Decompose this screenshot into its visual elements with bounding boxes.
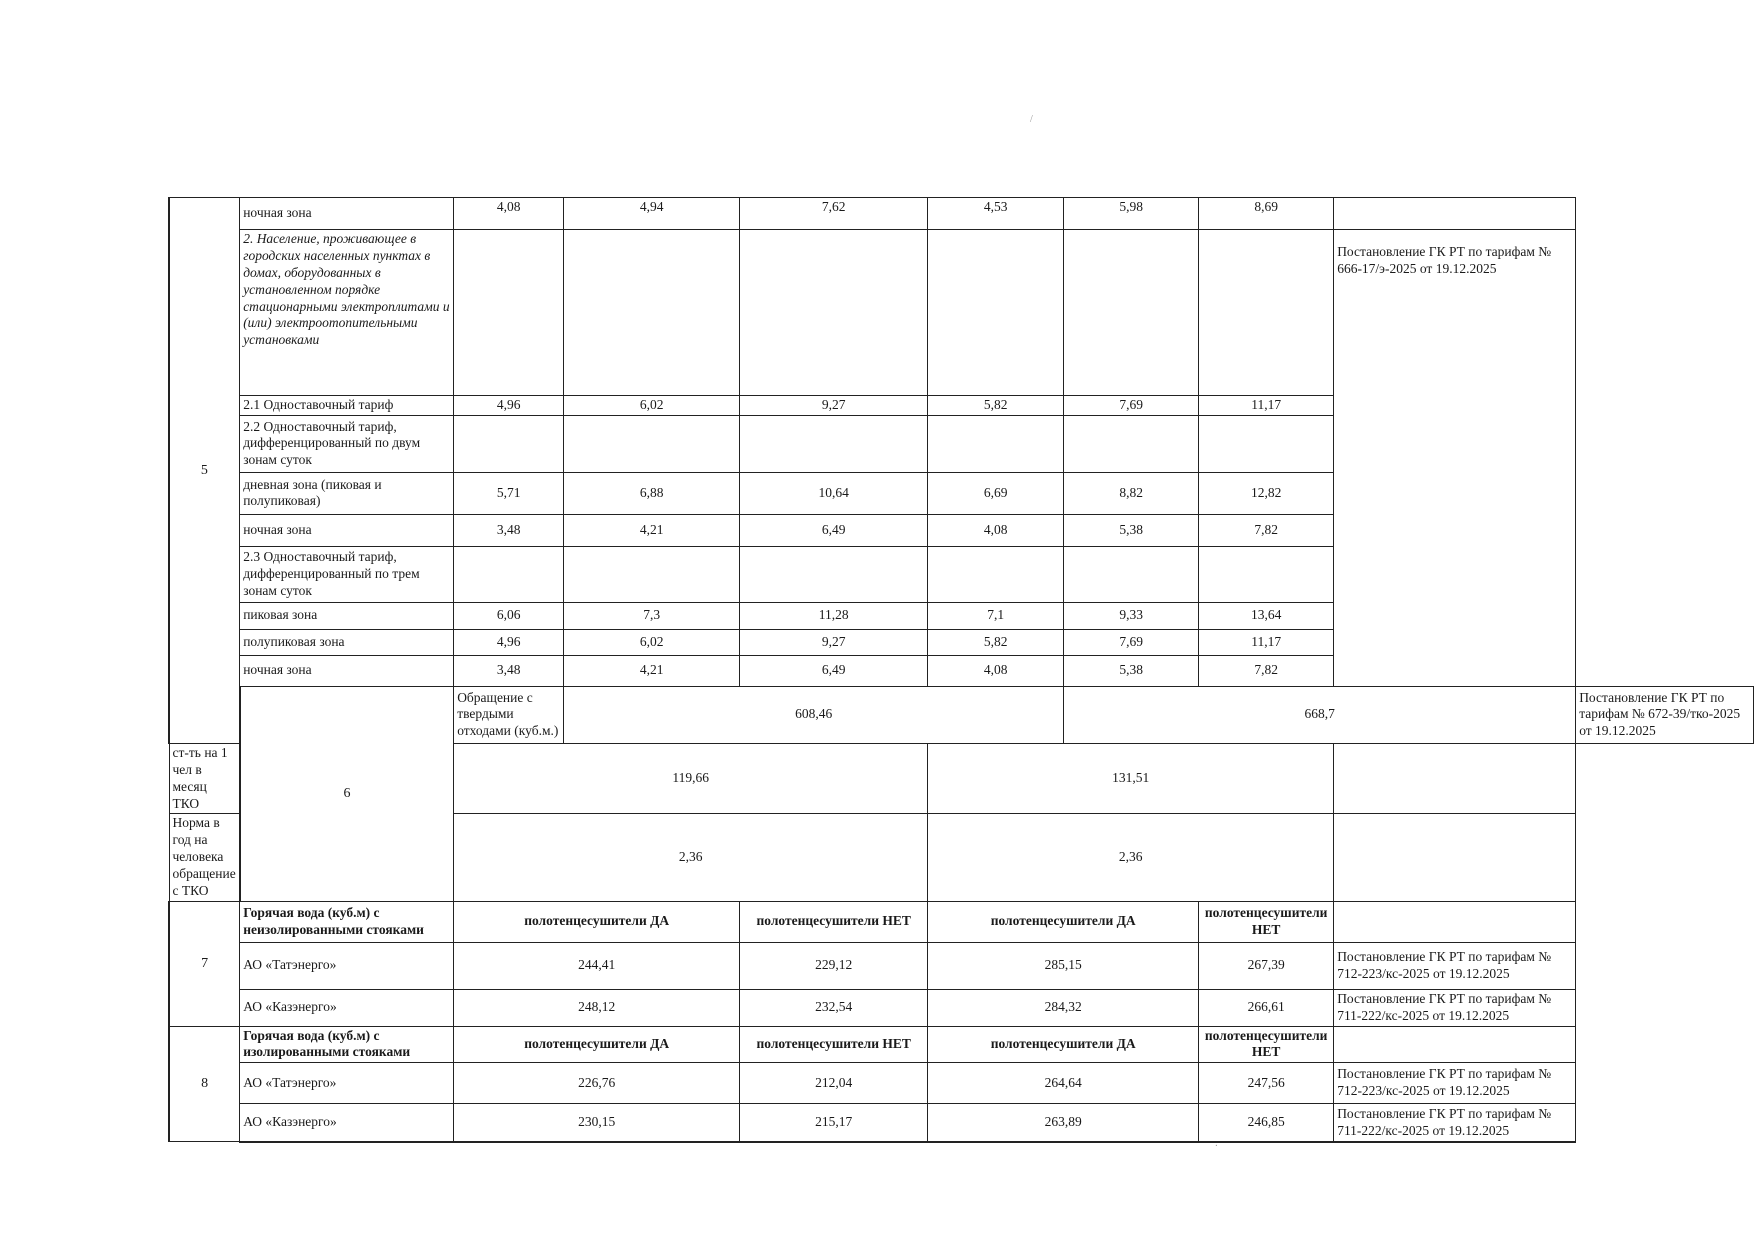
empty-cell xyxy=(1334,198,1576,230)
value-cell: 7,1 xyxy=(928,602,1064,629)
value-cell: 5,38 xyxy=(1064,655,1199,686)
column-header: полотенцесушители НЕТ xyxy=(1199,1026,1334,1063)
regulation-reference: Постановление ГК РТ по тарифам № 666-17/э-2025 от 19.12.2025 xyxy=(1334,230,1576,687)
column-header: полотенцесушители ДА xyxy=(454,901,740,942)
value-cell: 284,32 xyxy=(928,989,1199,1026)
value-cell: 2,36 xyxy=(928,814,1334,901)
table-row xyxy=(169,1063,1754,1104)
value-cell: 9,33 xyxy=(1064,602,1199,629)
empty-cell xyxy=(564,546,740,602)
value-cell: 8,82 xyxy=(1064,472,1199,514)
value-cell: 5,38 xyxy=(1064,514,1199,546)
empty-cell xyxy=(740,546,928,602)
value-cell: 4,96 xyxy=(454,629,564,655)
table-row xyxy=(169,1026,1754,1063)
row-label: 2. Население, проживающее в городских населенных пунктах в домах, оборудованных в установленном порядке стационарными электроплитами и (или) электроотопительными установками xyxy=(240,230,454,396)
table-row xyxy=(169,1104,1754,1142)
row-label: ночная зона xyxy=(240,198,454,230)
value-cell: 3,48 xyxy=(454,514,564,546)
empty-cell xyxy=(454,546,564,602)
empty-cell xyxy=(928,415,1064,472)
row-label: полупиковая зона xyxy=(240,629,454,655)
column-header: полотенцесушители НЕТ xyxy=(740,1026,928,1063)
value-cell: 285,15 xyxy=(928,942,1199,989)
value-cell: 11,28 xyxy=(740,602,928,629)
value-cell: 7,69 xyxy=(1064,629,1199,655)
row-label: ночная зона xyxy=(240,514,454,546)
value-cell: 7,82 xyxy=(1199,514,1334,546)
row-label: Обращение с твердыми отходами (куб.м.) xyxy=(454,686,564,743)
value-cell: 266,61 xyxy=(1199,989,1334,1026)
row-index: 8 xyxy=(169,1026,240,1142)
value-cell: 7,82 xyxy=(1199,655,1334,686)
value-cell: 3,48 xyxy=(454,655,564,686)
row-label: АО «Казэнерго» xyxy=(240,989,454,1026)
value-cell: 2,36 xyxy=(454,814,928,901)
row-label: АО «Татэнерго» xyxy=(240,1063,454,1104)
row-label: АО «Казэнерго» xyxy=(240,1104,454,1142)
section-heading: Горячая вода (куб.м) с изолированными стояками xyxy=(240,1026,454,1063)
column-header: полотенцесушители ДА xyxy=(454,1026,740,1063)
empty-cell xyxy=(1064,230,1199,396)
value-cell: 6,02 xyxy=(564,396,740,416)
value-cell: 215,17 xyxy=(740,1104,928,1142)
table-row xyxy=(169,230,1754,396)
table-row xyxy=(169,901,1754,942)
value-cell: 13,64 xyxy=(1199,602,1334,629)
empty-cell xyxy=(928,546,1064,602)
value-cell: 5,82 xyxy=(928,396,1064,416)
value-cell: 8,69 xyxy=(1199,198,1334,230)
value-cell: 230,15 xyxy=(454,1104,740,1142)
empty-cell xyxy=(454,230,564,396)
value-cell: 6,06 xyxy=(454,602,564,629)
empty-cell xyxy=(1334,743,1576,814)
regulation-reference: Постановление ГК РТ по тарифам № 711-222/кс-2025 от 19.12.2025 xyxy=(1334,989,1576,1026)
value-cell: 5,71 xyxy=(454,472,564,514)
row-label: 2.1 Одноставочный тариф xyxy=(240,396,454,416)
row-label: дневная зона (пиковая и полупиковая) xyxy=(240,472,454,514)
value-cell: 264,64 xyxy=(928,1063,1199,1104)
value-cell: 263,89 xyxy=(928,1104,1199,1142)
value-cell: 4,08 xyxy=(454,198,564,230)
value-cell: 226,76 xyxy=(454,1063,740,1104)
column-header: полотенцесушители НЕТ xyxy=(740,901,928,942)
regulation-reference: Постановление ГК РТ по тарифам № 672-39/тко-2025 от 19.12.2025 xyxy=(1576,686,1754,743)
value-cell: 4,08 xyxy=(928,514,1064,546)
value-cell: 246,85 xyxy=(1199,1104,1334,1142)
value-cell: 12,82 xyxy=(1199,472,1334,514)
value-cell: 248,12 xyxy=(454,989,740,1026)
value-cell: 232,54 xyxy=(740,989,928,1026)
value-cell: 212,04 xyxy=(740,1063,928,1104)
scan-speck: : xyxy=(1215,1138,1218,1149)
value-cell: 4,21 xyxy=(564,514,740,546)
value-cell: 7,62 xyxy=(740,198,928,230)
value-cell: 4,21 xyxy=(564,655,740,686)
value-cell: 4,96 xyxy=(454,396,564,416)
value-cell: 668,7 xyxy=(1064,686,1576,743)
value-cell: 6,69 xyxy=(928,472,1064,514)
regulation-reference: Постановление ГК РТ по тарифам № 712-223/кс-2025 от 19.12.2025 xyxy=(1334,1063,1576,1104)
value-cell: 119,66 xyxy=(454,743,928,814)
value-cell: 4,53 xyxy=(928,198,1064,230)
empty-cell xyxy=(1064,546,1199,602)
empty-cell xyxy=(454,415,564,472)
column-header: полотенцесушители НЕТ xyxy=(1199,901,1334,942)
value-cell: 9,27 xyxy=(740,629,928,655)
value-cell: 11,17 xyxy=(1199,629,1334,655)
value-cell: 4,08 xyxy=(928,655,1064,686)
tariff-table xyxy=(168,197,1754,1143)
value-cell: 5,82 xyxy=(928,629,1064,655)
value-cell: 608,46 xyxy=(564,686,1064,743)
value-cell: 4,94 xyxy=(564,198,740,230)
value-cell: 7,3 xyxy=(564,602,740,629)
row-label: 2.3 Одноставочный тариф, дифференцированный по трем зонам суток xyxy=(240,546,454,602)
row-label: 2.2 Одноставочный тариф, дифференцированный по двум зонам суток xyxy=(240,415,454,472)
row-label: пиковая зона xyxy=(240,602,454,629)
value-cell: 9,27 xyxy=(740,396,928,416)
empty-cell xyxy=(1199,230,1334,396)
table-row xyxy=(169,198,1754,230)
empty-cell xyxy=(1199,415,1334,472)
value-cell: 10,64 xyxy=(740,472,928,514)
scan-speck: / xyxy=(1030,114,1033,125)
value-cell: 6,02 xyxy=(564,629,740,655)
row-label: ночная зона xyxy=(240,655,454,686)
row-label: ст-ть на 1 чел в месяц ТКО xyxy=(169,743,240,814)
value-cell: 6,49 xyxy=(740,514,928,546)
row-label: АО «Татэнерго» xyxy=(240,942,454,989)
column-header: полотенцесушители ДА xyxy=(928,901,1199,942)
value-cell: 7,69 xyxy=(1064,396,1199,416)
empty-cell xyxy=(564,230,740,396)
table-row xyxy=(169,942,1754,989)
row-index: 7 xyxy=(169,901,240,1026)
table-row xyxy=(169,989,1754,1026)
regulation-reference: Постановление ГК РТ по тарифам № 712-223/кс-2025 от 19.12.2025 xyxy=(1334,942,1576,989)
value-cell: 6,49 xyxy=(740,655,928,686)
empty-cell xyxy=(1334,1026,1576,1063)
row-index: 6 xyxy=(240,686,454,901)
section-heading: Горячая вода (куб.м) с неизолированными стояками xyxy=(240,901,454,942)
value-cell: 247,56 xyxy=(1199,1063,1334,1104)
value-cell: 131,51 xyxy=(928,743,1334,814)
value-cell: 6,88 xyxy=(564,472,740,514)
value-cell: 267,39 xyxy=(1199,942,1334,989)
value-cell: 11,17 xyxy=(1199,396,1334,416)
empty-cell xyxy=(564,415,740,472)
empty-cell xyxy=(1064,415,1199,472)
value-cell: 244,41 xyxy=(454,942,740,989)
empty-cell xyxy=(1334,814,1576,901)
table-row xyxy=(169,686,1754,743)
row-index: 5 xyxy=(169,198,240,744)
empty-cell xyxy=(1334,901,1576,942)
empty-cell xyxy=(1199,546,1334,602)
row-label: Норма в год на человека обращение с ТКО xyxy=(169,814,240,901)
empty-cell xyxy=(740,230,928,396)
value-cell: 229,12 xyxy=(740,942,928,989)
empty-cell xyxy=(928,230,1064,396)
empty-cell xyxy=(740,415,928,472)
regulation-reference: Постановление ГК РТ по тарифам № 711-222/кс-2025 от 19.12.2025 xyxy=(1334,1104,1576,1142)
column-header: полотенцесушители ДА xyxy=(928,1026,1199,1063)
value-cell: 5,98 xyxy=(1064,198,1199,230)
